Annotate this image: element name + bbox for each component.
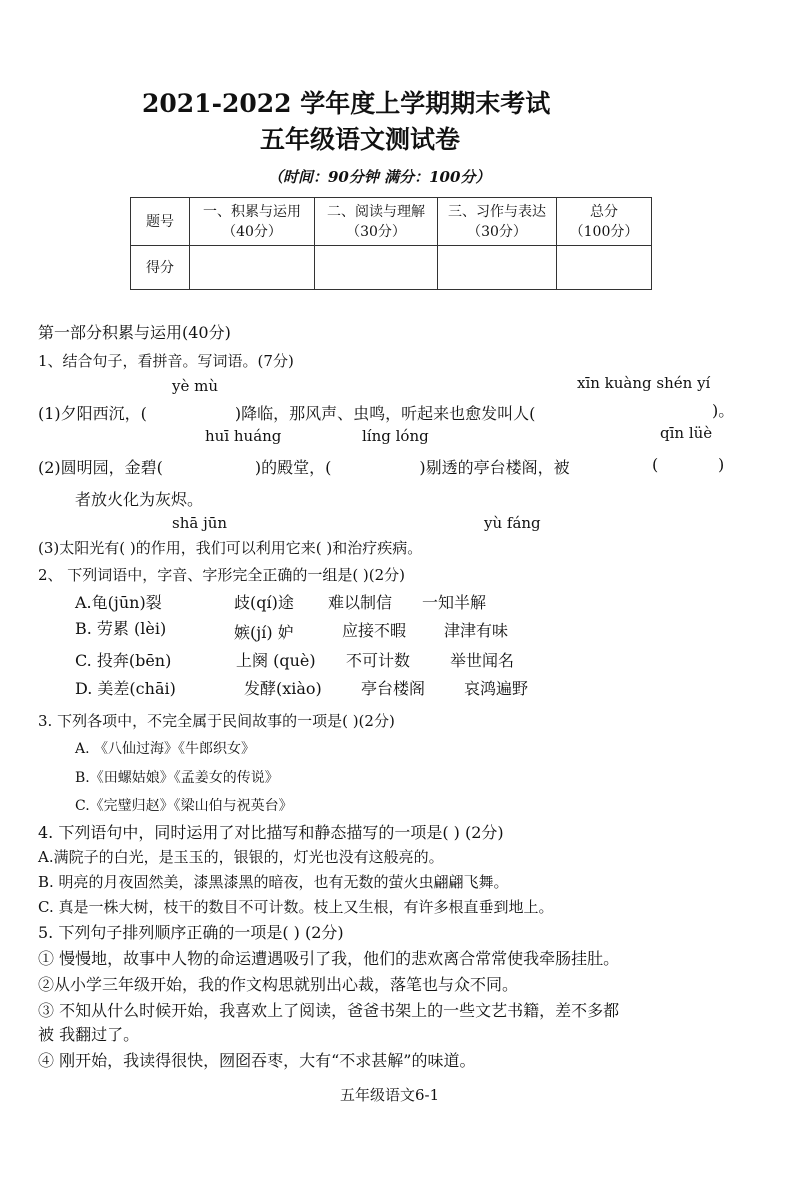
score-header-cell: 一、积累与运用 （40分） <box>190 198 315 246</box>
q1-sentence-2-cont: 者放火化为灰烬。 <box>75 490 204 509</box>
q3-option: A. 《八仙过海》《牛郎织女》 <box>75 741 256 757</box>
q5-line: ③ 不知从什么时候开始，我喜欢上了阅读，爸爸书架上的一些文艺书籍，差不多都 <box>38 1001 620 1020</box>
score-blank[interactable] <box>190 246 315 290</box>
q2-option: B. 劳累 (lèi) <box>75 619 167 638</box>
q2-option: D. 美差(chāi) <box>75 679 176 698</box>
q2-option: 津津有味 <box>444 621 509 640</box>
q3-stem: 3. 下列各项中，不完全属于民间故事的一项是( )(2分) <box>38 712 395 730</box>
score-header-cell: 三、习作与表达 （30分） <box>438 198 557 246</box>
score-blank[interactable] <box>557 246 652 290</box>
q1-stem: 1、结合句子，看拼音。写词语。(7分) <box>38 352 294 370</box>
q1-paren-left: ( <box>652 455 659 474</box>
q2-option: C. 投奔(bēn) <box>75 651 172 670</box>
score-row-label: 得分 <box>131 246 190 290</box>
page-footer: 五年级语文6-1 <box>340 1086 440 1104</box>
q1-sentence-1-end: )。 <box>712 401 735 420</box>
score-header-cell: 题号 <box>131 198 190 246</box>
pinyin: yù fáng <box>484 514 541 532</box>
q2-option: 举世闻名 <box>450 651 515 670</box>
pinyin: xīn kuàng shén yí <box>577 374 711 392</box>
q5-line: 被 我翻过了。 <box>38 1025 140 1044</box>
q2-option: 应接不暇 <box>342 621 407 640</box>
q2-option: 亭台楼阁 <box>361 679 426 698</box>
pinyin: shā jūn <box>172 514 228 532</box>
q2-option: 上阕 (què) <box>236 651 316 670</box>
score-header-cell: 总分 （100分） <box>557 198 652 246</box>
q1-sentence-1: (1)夕阳西沉，( )降临，那风声、虫鸣，听起来也愈发叫人( <box>38 404 536 423</box>
q4-stem: 4. 下列语句中，同时运用了对比描写和静态描写的一项是( ) (2分) <box>38 823 504 842</box>
score-blank[interactable] <box>315 246 438 290</box>
q2-option: 发酵(xiào) <box>244 679 322 698</box>
pinyin: qīn lüè <box>660 424 713 442</box>
score-header-cell: 二、阅读与理解 （30分） <box>315 198 438 246</box>
score-table <box>130 197 652 290</box>
exam-title-year: 2021-2022 学年度上学期期末考试 <box>142 89 551 118</box>
q3-option: C.《完璧归赵》《梁山伯与祝英台》 <box>75 798 293 814</box>
pinyin: huī huáng <box>205 427 282 445</box>
q4-option: C. 真是一株大树，枝干的数目不可计数。枝上又生根，有许多根直垂到地上。 <box>38 898 554 916</box>
q2-option: 难以制信 <box>328 593 393 612</box>
q2-option: A.龟(jūn)裂 <box>75 593 162 612</box>
q4-option: B. 明亮的月夜固然美，漆黑漆黑的暗夜，也有无数的萤火虫翩翩飞舞。 <box>38 873 509 891</box>
q5-line: ②从小学三年级开始，我的作文构思就别出心裁，落笔也与众不同。 <box>38 975 519 994</box>
pinyin: líng lóng <box>362 427 429 445</box>
q1-paren-right: ) <box>718 455 725 474</box>
q3-option: B.《田螺姑娘》《孟姜女的传说》 <box>75 770 279 786</box>
q2-option: 一知半解 <box>422 593 487 612</box>
q2-option: 哀鸿遍野 <box>464 679 529 698</box>
q5-line: ① 慢慢地，故事中人物的命运遭遇吸引了我，他们的悲欢离合常常使我牵肠挂肚。 <box>38 949 620 968</box>
q2-stem: 2、 下列词语中，字音、字形完全正确的一组是( )(2分) <box>38 566 406 584</box>
q5-stem: 5. 下列句子排列顺序正确的一项是( ) (2分) <box>38 923 344 942</box>
q2-option: 嫉(jí) 妒 <box>234 623 294 642</box>
q5-line: ④ 刚开始，我读得很快，囫囵吞枣，大有“不求甚解”的味道。 <box>38 1051 476 1070</box>
score-blank[interactable] <box>438 246 557 290</box>
q1-sentence-3: (3)太阳光有( )的作用，我们可以利用它来( )和治疗疾病。 <box>38 539 423 557</box>
q4-option: A.满院子的白光，是玉玉的，银银的，灯光也没有这般亮的。 <box>38 848 444 866</box>
exam-time-score: （时间：90分钟 满分：100分） <box>268 168 491 186</box>
q1-sentence-2: (2)圆明园，金碧( )的殿堂，( )剔透的亭台楼阁，被 <box>38 458 570 477</box>
q2-option: 不可计数 <box>346 651 411 670</box>
exam-title-grade: 五年级语文测试卷 <box>260 125 461 154</box>
section-title: 第一部分积累与运用(40分) <box>38 323 231 342</box>
pinyin: yè mù <box>172 377 219 395</box>
q2-option: 歧(qí)途 <box>234 593 294 612</box>
